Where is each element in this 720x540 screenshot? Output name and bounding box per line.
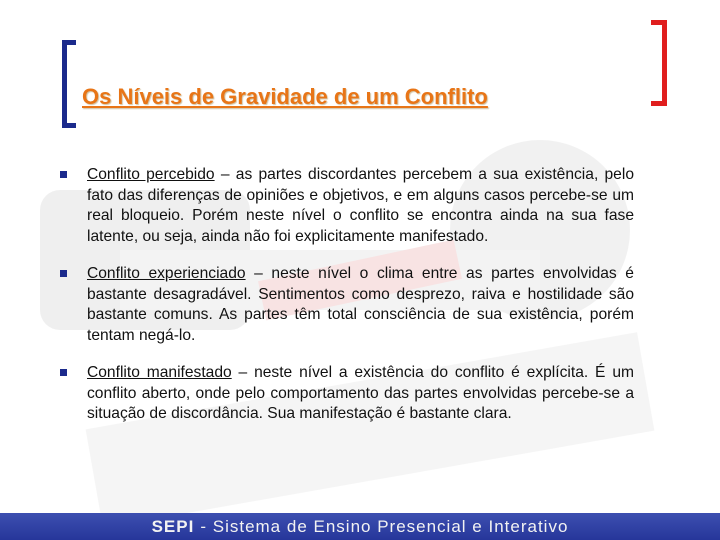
- right-bracket-decoration: [651, 20, 667, 106]
- bullet-list: [60, 165, 634, 442]
- footer-text: - Sistema de Ensino Presencial e Interativo: [200, 516, 569, 536]
- term-label: Conflito manifestado: [87, 364, 232, 381]
- square-bullet-icon: [60, 369, 67, 376]
- list-item-experienced: [60, 264, 634, 346]
- square-bullet-icon: [60, 171, 67, 178]
- footer-bar: [0, 513, 720, 540]
- item-description: – as partes discordantes percebem a sua existência, pelo fato das diferenças de opiniões e objetivos, e em alguns casos percebe-se um real bloqueio. Porém neste nível o conflito se encontra ainda na sua fase latente, ou seja, ainda não foi explicitamente manifestado.: [87, 166, 634, 245]
- list-item-perceived: [60, 165, 634, 247]
- item-description: – neste nível a existência do conflito é explícita. É um conflito aberto, onde pelo comportamento das partes envolvidas percebe-se a situação de discordância. Sua manifestação é bastante clara.: [87, 364, 634, 422]
- list-item-manifested: [60, 363, 634, 425]
- term-label: Conflito experienciado: [87, 265, 246, 282]
- item-description: – neste nível o clima entre as partes envolvidas é bastante desagradável. Sentimentos como desprezo, raiva e hostilidade são bastante comuns. As partes têm total consciência de sua existência, porém tentam negá-lo.: [87, 265, 634, 344]
- left-bracket-decoration: [62, 40, 76, 128]
- slide-title: Os Níveis de Gravidade de um Conflito: [82, 84, 488, 109]
- square-bullet-icon: [60, 270, 67, 277]
- footer-acronym: SEPI: [151, 516, 195, 536]
- term-label: Conflito percebido: [87, 166, 215, 183]
